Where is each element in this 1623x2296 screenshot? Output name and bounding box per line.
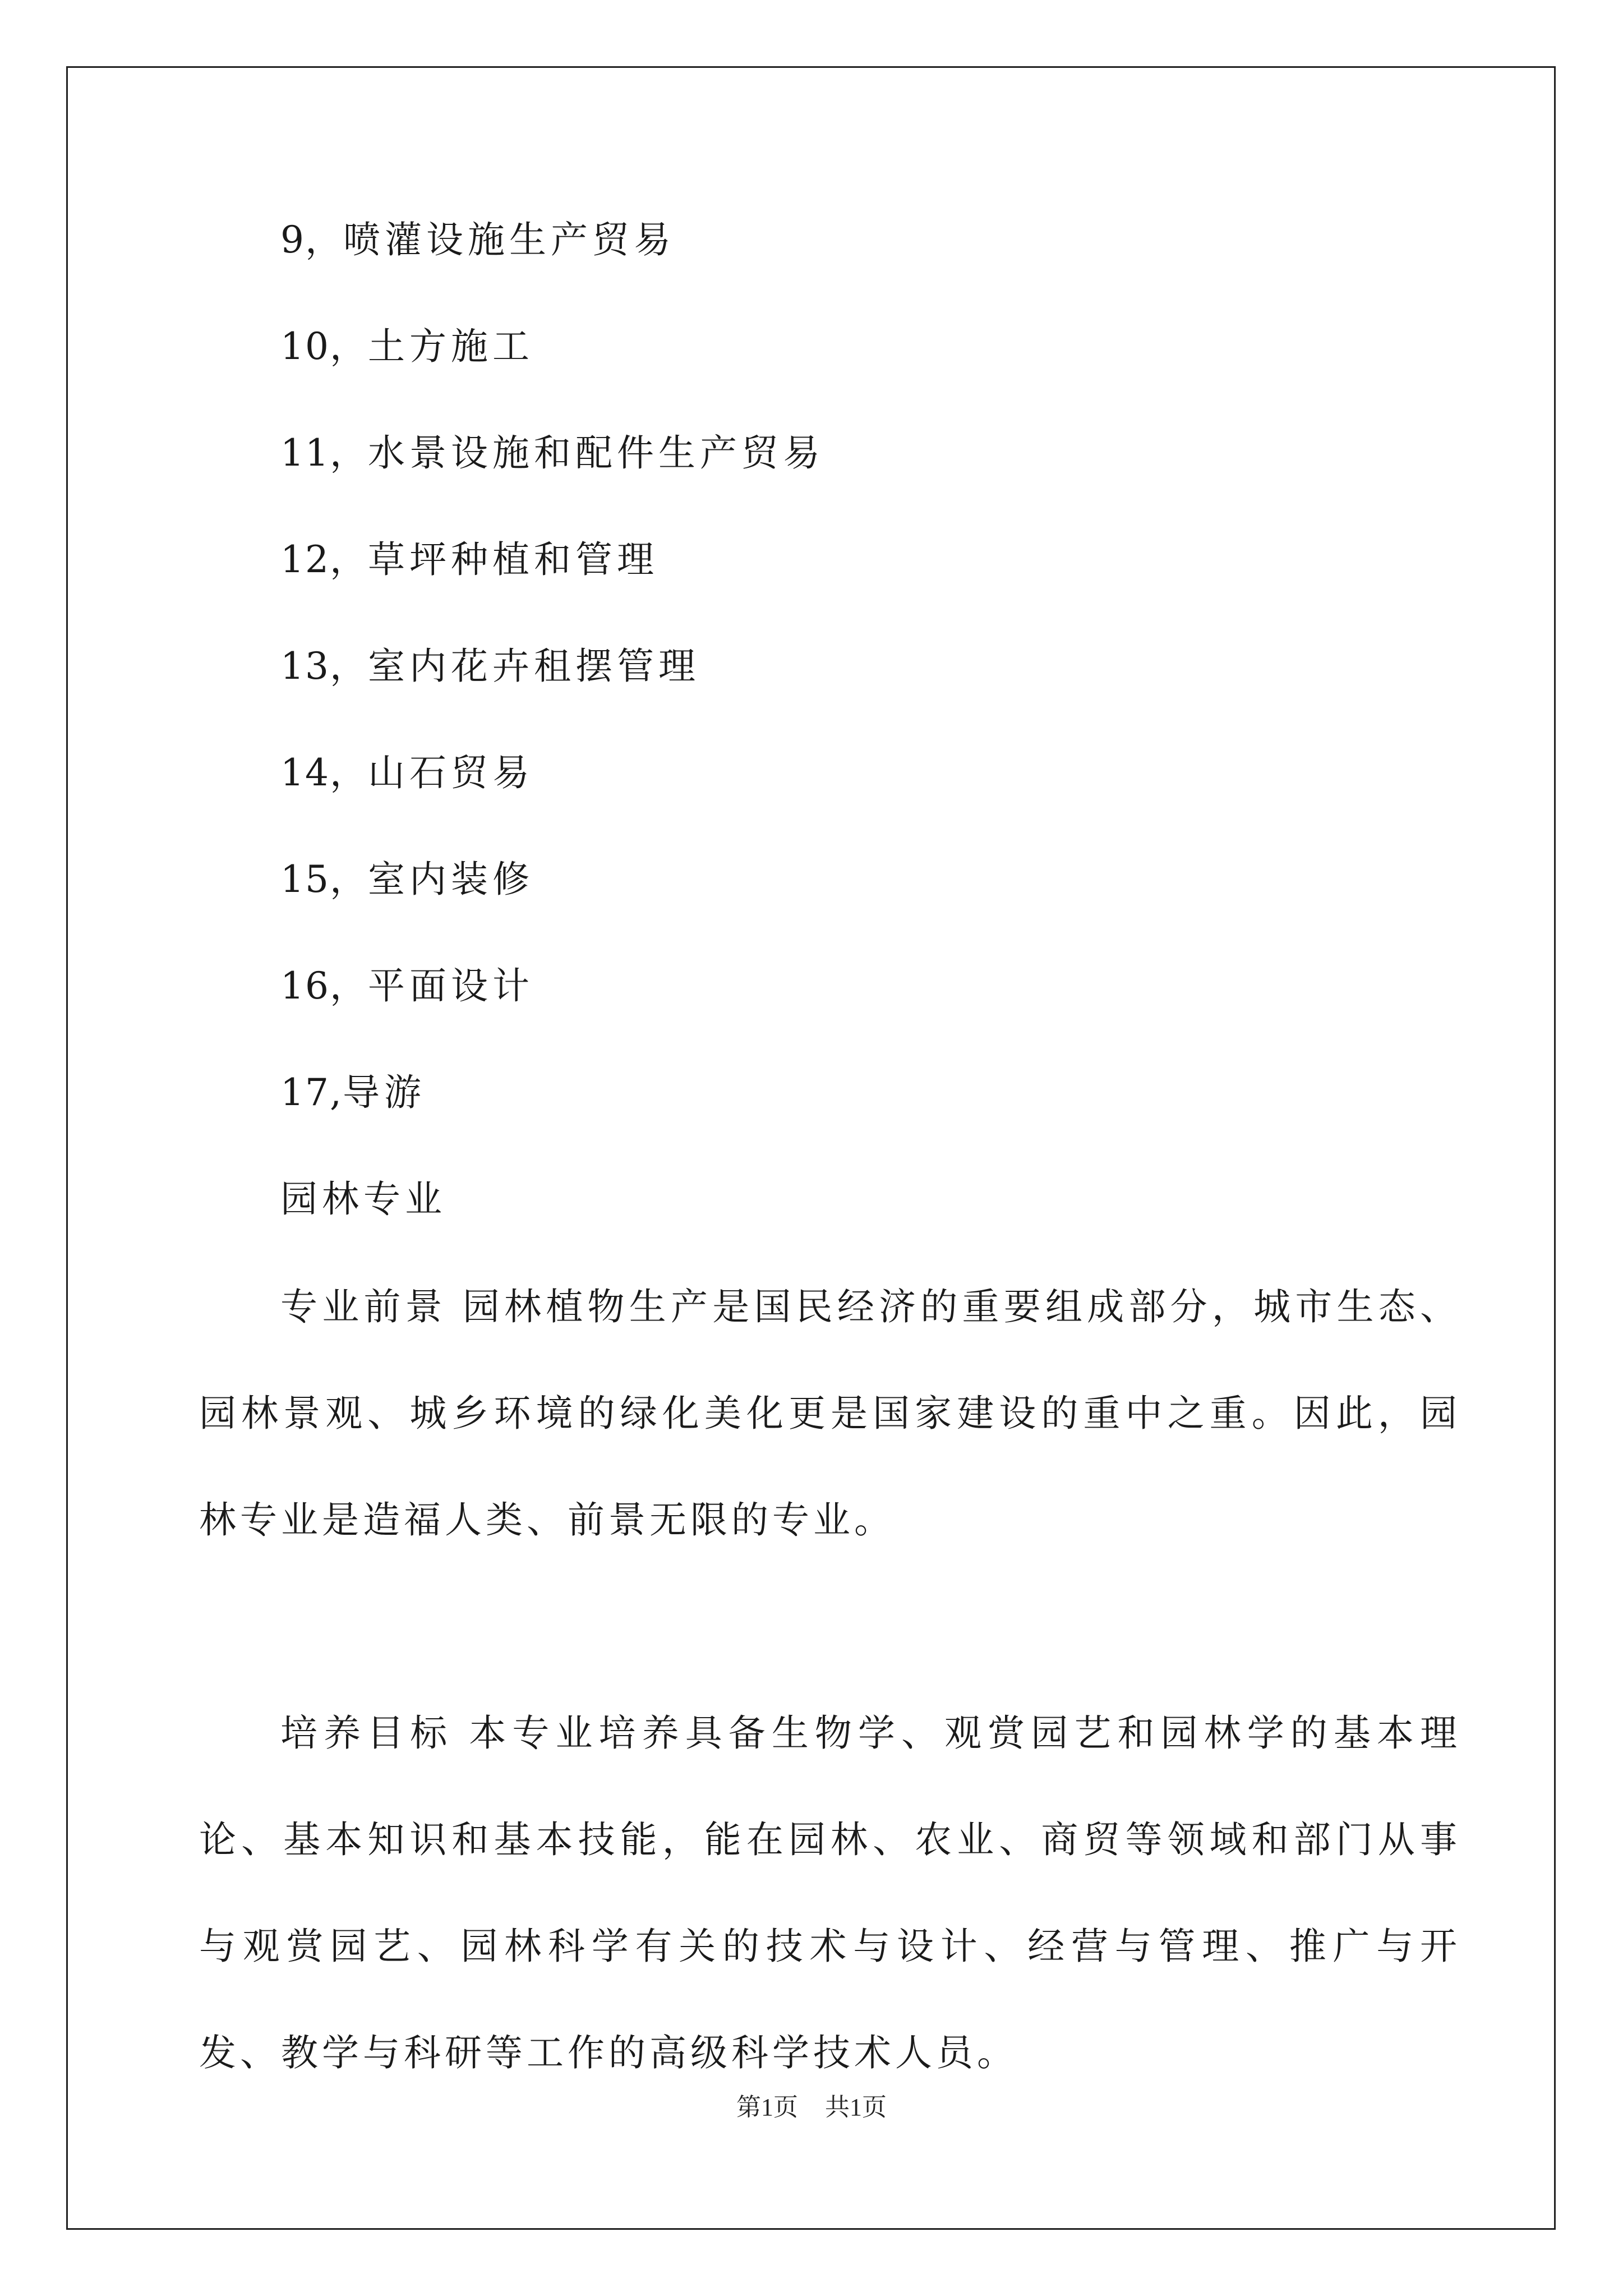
list-item-text: 水景设施和配件生产贸易 (367, 431, 824, 475)
list-item-number: 11， (280, 431, 368, 475)
paragraph-lead: 专业前景 (280, 1285, 447, 1328)
list-item-number: 10， (280, 325, 368, 368)
list-item-number: 13， (280, 645, 368, 688)
paragraph-prospects (199, 1254, 1461, 1573)
list-item-number: 15， (280, 858, 368, 901)
list-item (280, 538, 658, 581)
list-item-text: 导游 (342, 1071, 426, 1114)
list-item-text: 室内装修 (367, 858, 534, 901)
page-footer (0, 2087, 1623, 2123)
list-item (280, 751, 534, 794)
list-item (280, 431, 824, 475)
paragraph-text: 园林植物生产是国民经济的重要组成部分，城市生态、园林景观、城乡环境的绿化美化更是国家建设的重中之重。因此，园林专业是造福人类、前景无限的专业。 (199, 1285, 1461, 1542)
list-item-number: 16， (280, 964, 368, 1007)
paragraph-objectives (199, 1680, 1461, 2106)
paragraph-lead: 培养目标 (280, 1711, 454, 1755)
list-item (280, 218, 675, 261)
list-item-number: 9， (280, 218, 343, 261)
list-item (280, 1071, 426, 1114)
page-total: 共1页 (825, 2093, 887, 2121)
list-item-text: 室内花卉租摆管理 (367, 645, 700, 688)
list-item-number: 14， (280, 751, 368, 794)
list-item (280, 645, 700, 688)
paragraph-text: 本专业培养具备生物学、观赏园艺和园林学的基本理论、基本知识和基本技能，能在园林、农业、商贸等领域和部门从事与观赏园艺、园林科学有关的技术与设计、经营与管理、推广与开发、教学与科研等工作的高级科学技术人员。 (199, 1711, 1461, 2074)
list-item-text: 土方施工 (367, 325, 534, 368)
list-item-text: 喷灌设施生产贸易 (343, 218, 675, 261)
list-item-number: 17, (280, 1071, 343, 1114)
list-item-text: 平面设计 (367, 964, 534, 1007)
page-number: 第1页 (736, 2093, 798, 2121)
list-item-text: 山石贸易 (367, 751, 534, 794)
list-item-number: 12， (280, 538, 368, 581)
list-item (280, 964, 534, 1007)
list-item (280, 858, 534, 901)
list-item-text: 草坪种植和管理 (367, 538, 658, 581)
section-title: 园林专业 (280, 1177, 446, 1221)
list-item (280, 325, 534, 368)
